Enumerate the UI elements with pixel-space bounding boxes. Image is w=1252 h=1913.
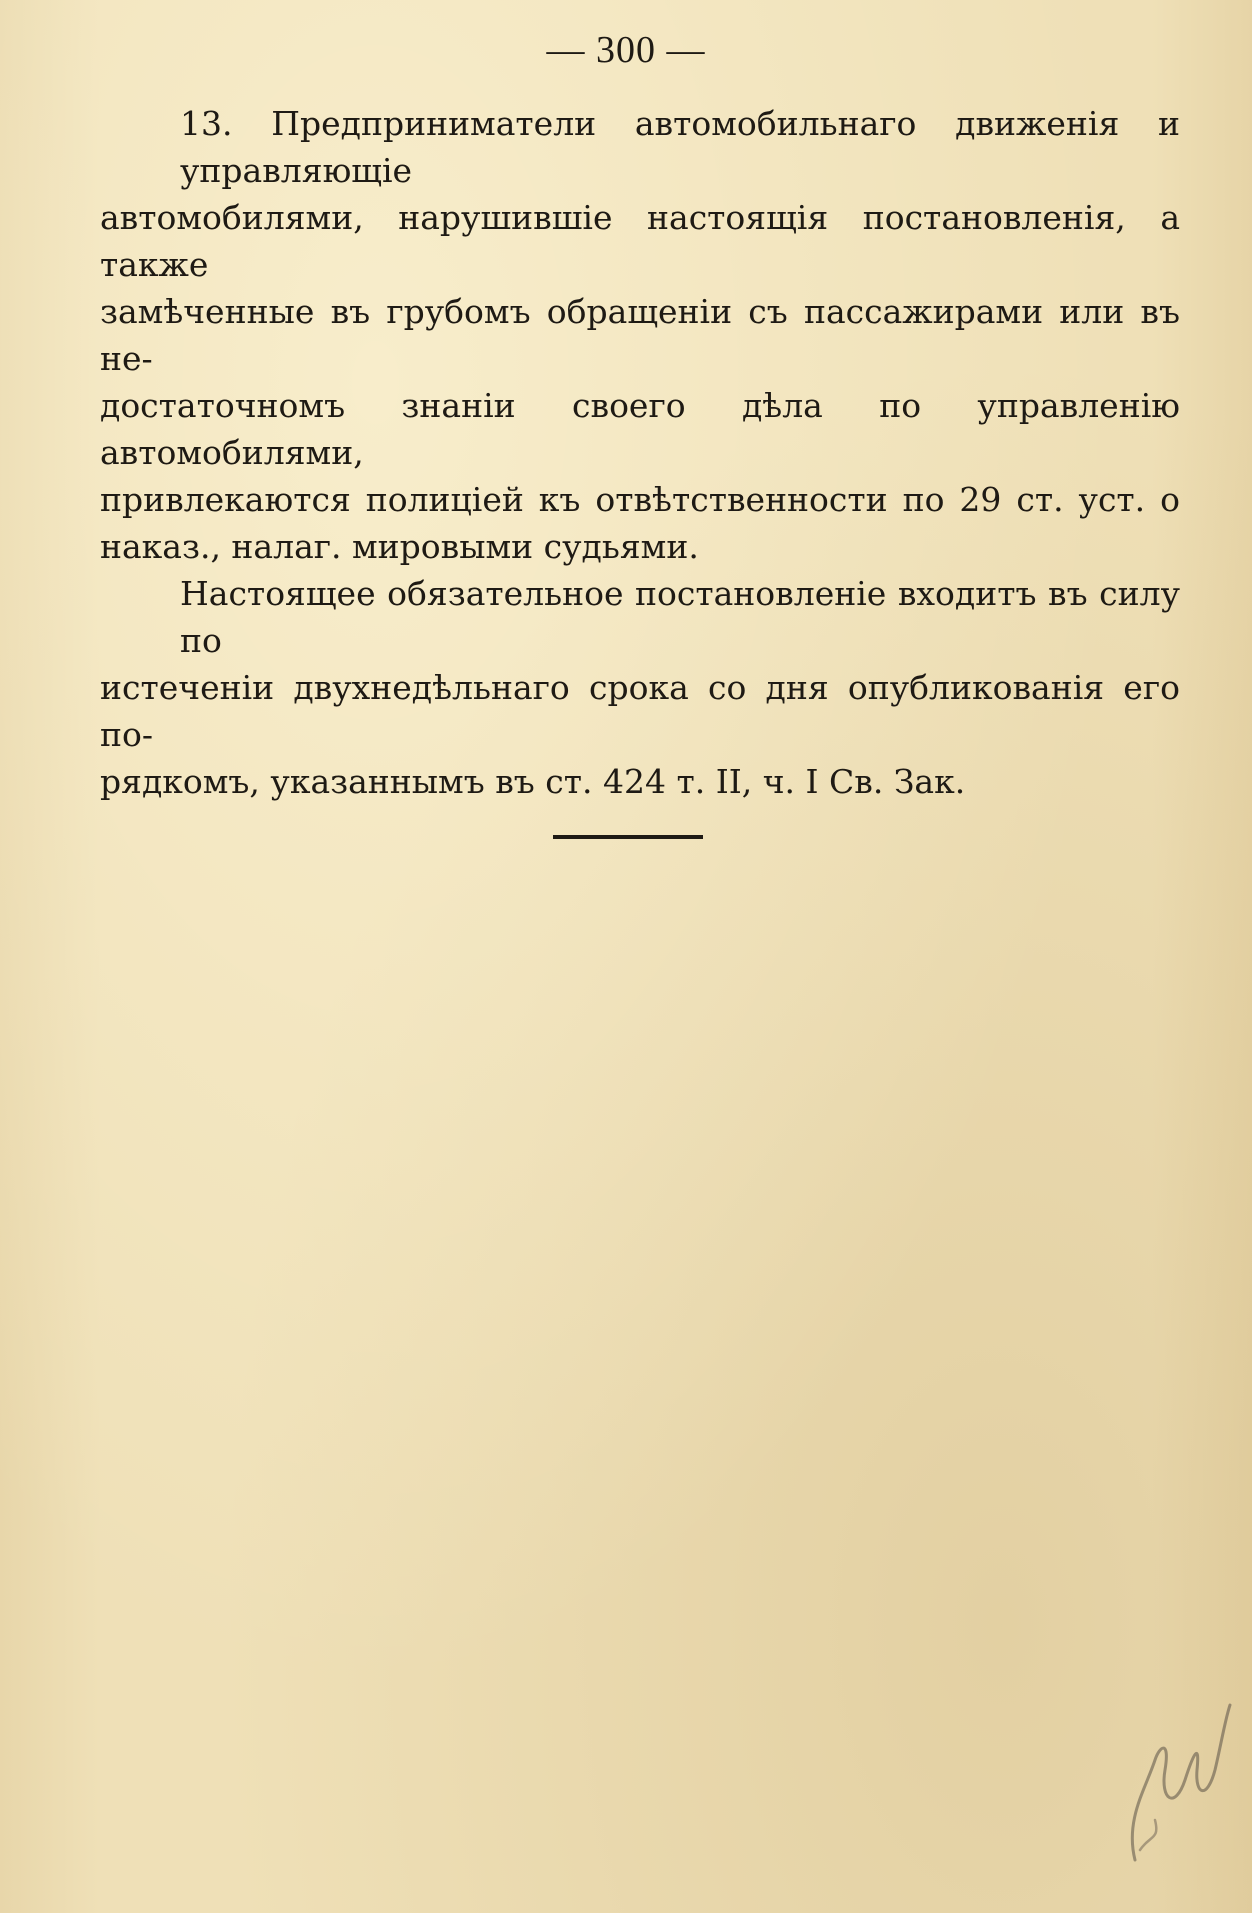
text-line: 13. Предприниматели автомобильнаго движенія и управляющіе	[180, 104, 1180, 190]
text-line: замѣченные въ грубомъ обращеніи съ пассажирами или въ не-	[100, 292, 1180, 378]
text-line: автомобилями, нарушившіе настоящія постановленія, а также	[100, 198, 1180, 284]
page-number: — 300 —	[546, 29, 706, 71]
handwritten-signature-icon	[1115, 1700, 1235, 1870]
text-line: наказ., налаг. мировыми судьями.	[100, 527, 699, 566]
text-line: Настоящее обязательное постановленіе входитъ въ силу по	[180, 574, 1180, 660]
paragraph-section-13	[100, 100, 1180, 570]
paragraph-closing	[100, 570, 1180, 805]
text-block	[100, 100, 1180, 805]
text-line: рядкомъ, указаннымъ въ ст. 424 т. II, ч. I Св. Зак.	[100, 762, 966, 801]
text-line: достаточномъ знаніи своего дѣла по управленію автомобилями,	[100, 386, 1180, 472]
text-line: истеченіи двухнедѣльнаго срока со дня опубликованія его по-	[100, 668, 1180, 754]
section-divider	[553, 835, 703, 839]
text-line: привлекаются полиціей къ отвѣтственности по 29 ст. уст. о	[100, 480, 1180, 519]
